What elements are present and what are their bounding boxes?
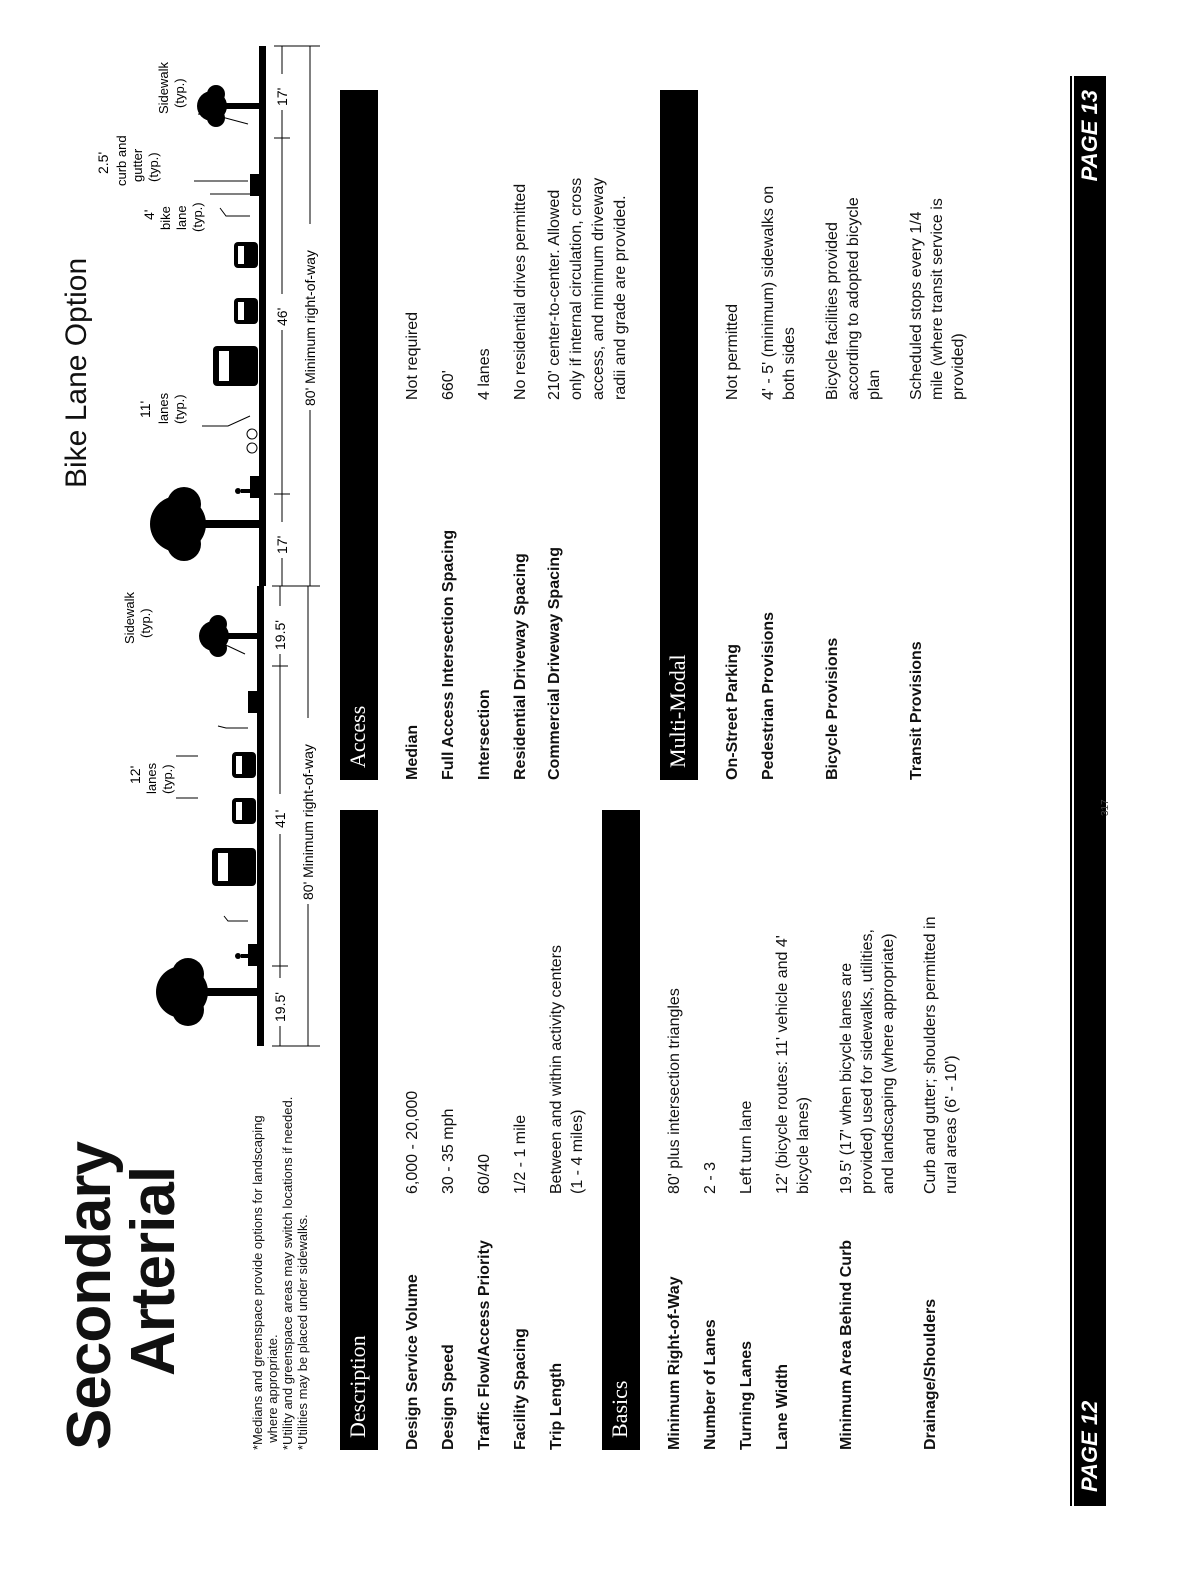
value-line: provided) <box>950 333 967 400</box>
page-number-left: PAGE 12 <box>1077 1400 1102 1492</box>
basics-value <box>920 917 962 1194</box>
value-line: 210' center-to-center. Allowed <box>546 189 563 400</box>
basics-value <box>772 935 814 1194</box>
label-bike: 4' <box>141 209 157 220</box>
value-line: Scheduled stops every 1/4 <box>908 211 925 400</box>
description-label: Facility Spacing <box>512 1328 529 1450</box>
label-sidewalk: Sidewalk <box>156 61 171 114</box>
car-icon <box>232 752 256 778</box>
dim-right: 17' <box>274 87 290 106</box>
value-line: (1 - 4 miles) <box>569 1109 586 1194</box>
note-line: where appropriate. <box>265 1334 280 1450</box>
car-icon <box>232 798 256 824</box>
value-line: access, and minimum driveway <box>590 177 607 400</box>
notes <box>250 1090 310 1450</box>
value-line: only if internal circulation, cross <box>568 177 585 400</box>
access-value: No residential drives permitted <box>512 183 529 400</box>
value-line: according to adopted bicycle <box>845 197 862 400</box>
value-line: Bicycle facilities provided <box>824 222 841 400</box>
basics-label: Number of Lanes <box>702 1319 719 1450</box>
multimodal-value <box>906 198 969 400</box>
value-line: mile (where transit service is <box>929 198 946 400</box>
multimodal-header: Multi-Modal <box>660 90 698 780</box>
page-title-line1: Secondary <box>55 1141 124 1450</box>
value-line: rural areas (6' - 10') <box>943 1055 960 1194</box>
dim-row: 80' Minimum right-of-way <box>300 744 316 900</box>
footer-bar <box>1074 76 1106 1506</box>
description-value: 1/2 - 1 mile <box>512 1114 529 1194</box>
road-surface <box>257 586 264 1046</box>
tree-icon <box>197 85 259 127</box>
label-lanes: 11' <box>137 400 153 418</box>
multimodal-value: Not permitted <box>724 303 741 400</box>
center-page-mark: 317 <box>1100 799 1111 816</box>
road-surface <box>259 46 266 586</box>
basics-label: Minimum Right-of-Way <box>666 1276 683 1450</box>
label-lanes-sub: (typ.) <box>172 394 187 424</box>
basics-value: 2 - 3 <box>702 1161 719 1194</box>
description-label: Traffic Flow/Access Priority <box>476 1240 493 1450</box>
description-value: 60/40 <box>476 1153 493 1194</box>
basics-value: 80' plus intersection triangles <box>666 988 683 1194</box>
value-line: plan <box>866 369 883 400</box>
label-bike: lane <box>174 205 189 230</box>
label-sidewalk: (typ.) <box>172 78 187 108</box>
basics-value: Left turn lane <box>738 1100 755 1194</box>
dim-middle: 46' <box>274 307 290 326</box>
label-lanes: 12' <box>127 765 143 784</box>
multimodal-value <box>822 197 885 400</box>
label-lanes-sub: lanes <box>144 762 159 794</box>
value-line: both sides <box>781 327 798 400</box>
description-label: Design Service Volume <box>404 1274 421 1450</box>
dim-left: 17' <box>274 535 290 554</box>
value-line: provided) used for sidewalks, utilities, <box>859 928 876 1194</box>
description-value <box>546 945 588 1194</box>
label-curb: curb and <box>114 135 129 186</box>
description-label: Trip Length <box>548 1362 565 1450</box>
note-line: *Utility and greenspace areas may switch locations if needed. <box>280 1096 295 1450</box>
access-label: Full Access Intersection Spacing <box>440 529 457 780</box>
car-icon <box>234 242 258 268</box>
multimodal-label: Transit Provisions <box>908 641 925 780</box>
value-line: and landscaping (where appropriate) <box>880 933 897 1194</box>
access-label: Intersection <box>476 689 493 780</box>
car-icon <box>234 298 258 324</box>
basics-header: Basics <box>602 810 640 1450</box>
truck-icon <box>212 848 256 886</box>
note-line: *Utilities may be placed under sidewalks. <box>295 1214 310 1450</box>
basics-label: Drainage/Shoulders <box>922 1298 939 1450</box>
description-label: Design Speed <box>440 1344 457 1450</box>
description-header: Description <box>340 810 378 1450</box>
value-line: 4' - 5' (minimum) sidewalks on <box>760 185 777 400</box>
access-value <box>544 178 632 400</box>
access-label: Residential Driveway Spacing <box>512 553 529 780</box>
access-value: 4 lanes <box>476 348 493 400</box>
dim-right: 19.5' <box>272 620 288 650</box>
value-line: bicycle lanes) <box>795 1097 812 1194</box>
label-curb: gutter <box>130 148 145 182</box>
tree-icon <box>156 958 257 1026</box>
multimodal-value <box>758 186 800 400</box>
value-line: Curb and gutter; shoulders permitted in <box>922 916 939 1194</box>
value-line: Between and within activity centers <box>548 944 565 1194</box>
access-label: Commercial Driveway Spacing <box>546 547 563 780</box>
page-title-line2: Arterial <box>119 1166 188 1376</box>
label-curb: 2.5' <box>95 151 111 174</box>
basics-value <box>836 929 899 1194</box>
value-line: 12' (bicycle routes: 11' vehicle and 4' <box>774 935 791 1194</box>
multimodal-label: Pedestrian Provisions <box>760 611 777 780</box>
cross-section-left <box>120 586 325 1046</box>
label-bike: (typ.) <box>190 202 205 232</box>
description-value: 30 - 35 mph <box>440 1108 457 1194</box>
basics-label: Turning Lanes <box>738 1340 755 1450</box>
access-value: 660' <box>440 370 457 400</box>
description-value: 6,000 - 20,000 <box>404 1090 421 1194</box>
cross-section-right <box>95 46 326 586</box>
multimodal-label: Bicycle Provisions <box>824 637 841 780</box>
access-header: Access <box>340 90 378 780</box>
label-sidewalk: Sidewalk <box>122 591 137 644</box>
value-line: 19.5' (17' when bicycle lanes are <box>838 962 855 1194</box>
dim-left: 19.5' <box>272 992 288 1022</box>
dim-middle: 41' <box>272 809 288 828</box>
label-bike: bike <box>158 206 173 230</box>
truck-icon <box>213 346 258 386</box>
label-curb: (typ.) <box>146 152 161 182</box>
dim-row: 80' Minimum right-of-way <box>302 250 318 406</box>
bicycle-icon <box>247 429 257 453</box>
basics-label: Minimum Area Behind Curb <box>838 1239 855 1450</box>
label-sidewalk: (typ.) <box>138 608 153 638</box>
tree-icon <box>150 487 259 561</box>
access-value: Not required <box>404 311 421 400</box>
note-line: *Medians and greenspace provide options for landscaping <box>250 1115 265 1450</box>
value-line: radii and grade are provided. <box>612 195 629 400</box>
basics-label: Lane Width <box>774 1363 791 1450</box>
tree-icon <box>199 615 257 657</box>
page-number-right: PAGE 13 <box>1077 90 1102 182</box>
multimodal-label: On-Street Parking <box>724 643 741 780</box>
footer-rule <box>1070 76 1072 1506</box>
label-lanes-sub: lanes <box>156 392 171 424</box>
access-label: Median <box>404 724 421 780</box>
bike-lane-title: Bike Lane Option <box>60 257 93 488</box>
label-lanes-sub: (typ.) <box>160 764 175 794</box>
